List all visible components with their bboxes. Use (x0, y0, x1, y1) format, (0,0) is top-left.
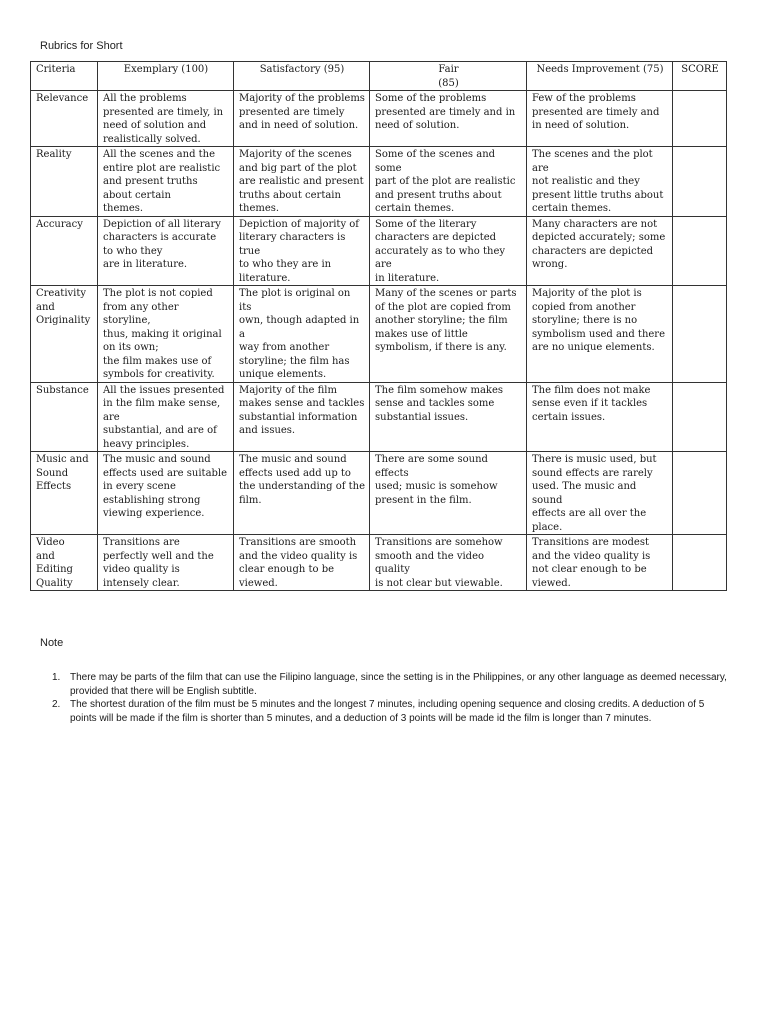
criteria-cell: Creativity and Originality (31, 286, 98, 383)
table-row (31, 286, 727, 383)
needs-improvement-cell: Many characters are not depicted accurately; some characters are depicted wrong. (527, 216, 673, 286)
score-cell[interactable] (673, 147, 727, 217)
list-item (52, 671, 728, 698)
fair-cell: Some of the scenes and some part of the plot are realistic and present truths about certain themes. (370, 147, 527, 217)
document-heading: Rubrics for Short (40, 40, 123, 52)
table-row (31, 535, 727, 591)
header-score: SCORE (673, 62, 727, 91)
score-cell[interactable] (673, 535, 727, 591)
note-number: 1. (52, 672, 61, 683)
satisfactory-cell: The music and sound effects used add up to the understanding of the film. (234, 452, 370, 535)
criteria-cell: Relevance (31, 91, 98, 147)
fair-cell: Some of the literary characters are depicted accurately as to who they are in literature. (370, 216, 527, 286)
notes-list (52, 671, 728, 725)
criteria-cell: Reality (31, 147, 98, 217)
satisfactory-cell: Depiction of majority of literary characters is true to who they are in literature. (234, 216, 370, 286)
fair-cell: There are some sound effects used; music is somehow present in the film. (370, 452, 527, 535)
table-row (31, 147, 727, 217)
score-cell[interactable] (673, 452, 727, 535)
fair-cell: The film somehow makes sense and tackles some substantial issues. (370, 382, 527, 452)
table-row (31, 452, 727, 535)
satisfactory-cell: Majority of the film makes sense and tackles substantial information and issues. (234, 382, 370, 452)
header-row (31, 62, 727, 91)
satisfactory-cell: The plot is original on its own, though adapted in a way from another storyline; the film has unique elements. (234, 286, 370, 383)
exemplary-cell: The music and sound effects used are suitable in every scene establishing strong viewing experience. (98, 452, 234, 535)
fair-cell: Some of the problems presented are timely and in need of solution. (370, 91, 527, 147)
exemplary-cell: All the issues presented in the film make sense, are substantial, and are of heavy principles. (98, 382, 234, 452)
header-fair: Fair (85) (370, 62, 527, 91)
table-row (31, 216, 727, 286)
rubric-table (30, 61, 727, 591)
exemplary-cell: Depiction of all literary characters is accurate to who they are in literature. (98, 216, 234, 286)
header-exemplary: Exemplary (100) (98, 62, 234, 91)
note-text: There may be parts of the film that can use the Filipino language, since the setting is in the Philippines, or any other language as deemed necessary, provided that there will be English subtitle. (70, 672, 727, 697)
needs-improvement-cell: There is music used, but sound effects are rarely used. The music and sound effects are all over the place. (527, 452, 673, 535)
table-row (31, 91, 727, 147)
satisfactory-cell: Majority of the problems presented are timely and in need of solution. (234, 91, 370, 147)
criteria-cell: Video and Editing Quality (31, 535, 98, 591)
satisfactory-cell: Transitions are smooth and the video quality is clear enough to be viewed. (234, 535, 370, 591)
needs-improvement-cell: Few of the problems presented are timely and in need of solution. (527, 91, 673, 147)
needs-improvement-cell: Transitions are modest and the video quality is not clear enough to be viewed. (527, 535, 673, 591)
note-number: 2. (52, 699, 61, 710)
exemplary-cell: All the problems presented are timely, in need of solution and realistically solved. (98, 91, 234, 147)
header-needs-improvement: Needs Improvement (75) (527, 62, 673, 91)
note-heading: Note (40, 637, 64, 649)
header-criteria: Criteria (31, 62, 98, 91)
list-item (52, 698, 728, 725)
score-cell[interactable] (673, 286, 727, 383)
exemplary-cell: Transitions are perfectly well and the video quality is intensely clear. (98, 535, 234, 591)
criteria-cell: Accuracy (31, 216, 98, 286)
needs-improvement-cell: The scenes and the plot are not realistic and they present little truths about certain themes. (527, 147, 673, 217)
needs-improvement-cell: Majority of the plot is copied from another storyline; there is no symbolism used and there are no unique elements. (527, 286, 673, 383)
exemplary-cell: The plot is not copied from any other storyline, thus, making it original on its own; the film makes use of symbols for creativity. (98, 286, 234, 383)
fair-cell: Transitions are somehow smooth and the video quality is not clear but viewable. (370, 535, 527, 591)
criteria-cell: Substance (31, 382, 98, 452)
score-cell[interactable] (673, 216, 727, 286)
score-cell[interactable] (673, 382, 727, 452)
table-row (31, 382, 727, 452)
fair-cell: Many of the scenes or parts of the plot are copied from another storyline; the film makes use of little symbolism, if there is any. (370, 286, 527, 383)
exemplary-cell: All the scenes and the entire plot are realistic and present truths about certain themes. (98, 147, 234, 217)
satisfactory-cell: Majority of the scenes and big part of the plot are realistic and present truths about certain themes. (234, 147, 370, 217)
needs-improvement-cell: The film does not make sense even if it tackles certain issues. (527, 382, 673, 452)
header-satisfactory: Satisfactory (95) (234, 62, 370, 91)
criteria-cell: Music and Sound Effects (31, 452, 98, 535)
score-cell[interactable] (673, 91, 727, 147)
note-text: The shortest duration of the film must be 5 minutes and the longest 7 minutes, including opening sequence and closing credits. A deduction of 5 points will be made if the film is shorter than 5 minutes, and a deduction of 3 points will be made id the film is longer than 7 minutes. (70, 699, 705, 724)
